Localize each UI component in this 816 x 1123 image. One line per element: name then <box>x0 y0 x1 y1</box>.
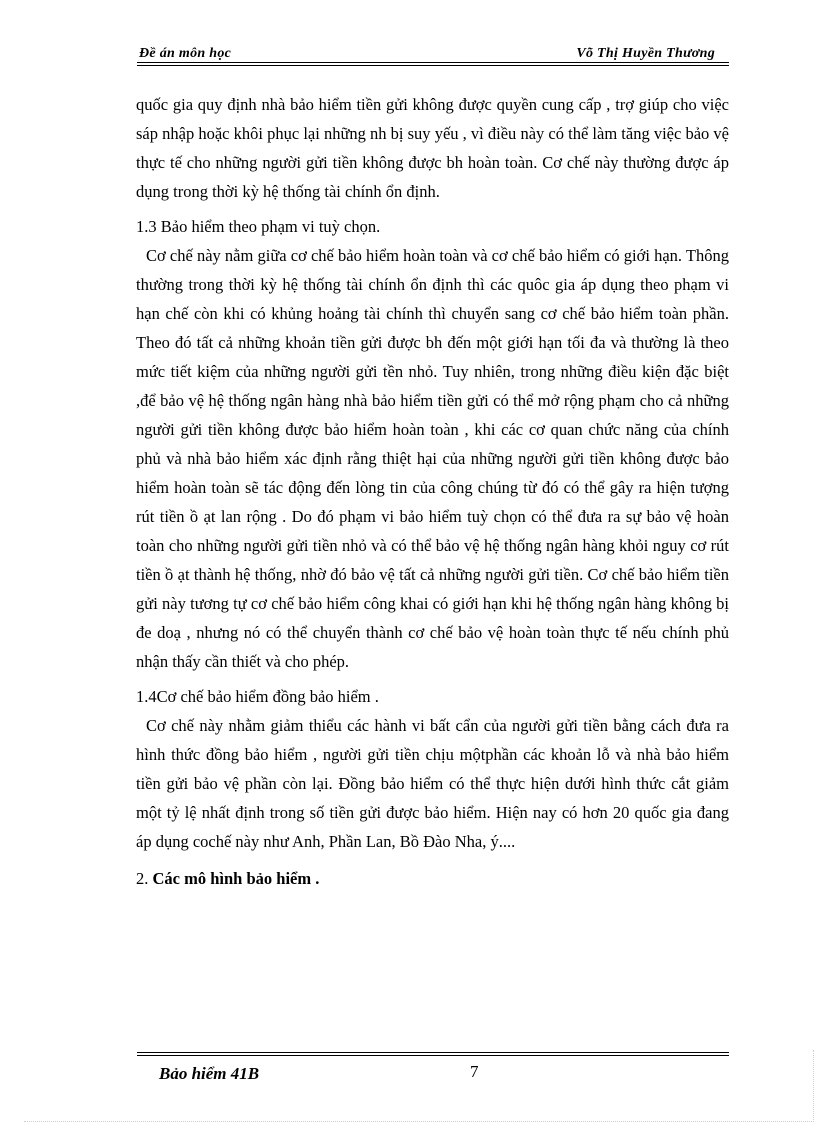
paragraph-scope-optional: Cơ chế này nằm giữa cơ chế bảo hiểm hoàn toàn và cơ chế bảo hiểm có giới hạn. Thông thường trong thời kỳ hệ thống tài chính ổn định thì các quôc gia áp dụng theo phạm vi hạn chế còn khi có khủng hoảng tài chính thì chuyển sang cơ chế bảo hiểm toàn phần. Theo đó tất cả những khoản tiền gửi được bh đến một giới hạn tối đa và thường là theo mức tiết kiệm của những người gửi tền nhỏ. Tuy nhiên, trong những điều kiện đặc biệt ,để bảo vệ hệ thống ngân hàng nhà bảo hiểm tiền gửi có thể mở rộng phạm cho cả những người gửi tiền không được bảo hiểm hoàn toàn , khi các cơ quan chức năng của chính phủ và nhà bảo hiểm xác định rằng thiệt hại của những người gửi tiền không được bảo hiểm hoàn toàn sẽ tác động đến lòng tin của công chúng từ đó có thể gây ra hiện tượng rút tiền ồ ạt lan rộng . Do đó phạm vi bảo hiểm tuỳ chọn có thể đưa ra sự bảo vệ hoàn toàn cho những người gửi tiền nhỏ và có thể bảo vệ hệ thống ngân hàng khỏi nguy cơ rút tiền ồ ạt thành hệ thống, nhờ đó bảo vệ tất cả những người gửi tiền. Cơ chế bảo hiểm tiền gửi này tương tự cơ chế bảo hiểm công khai có giới hạn khi hệ thống ngân hàng không bị đe doạ , nhưng nó có thể chuyển thành cơ chế bảo vệ hoàn toàn thực tế nếu chính phủ nhận thấy cần thiết và cho phép. <box>136 246 729 671</box>
page-edge-right <box>813 1050 814 1120</box>
header-rule-thin <box>137 65 729 66</box>
heading-2-number: 2. <box>136 869 149 888</box>
header-course-title: Đề án môn học <box>139 46 232 61</box>
section-heading-1-4: 1.4Cơ chế bảo hiểm đồng bảo hiểm . <box>136 687 379 706</box>
paragraph-continuation: quốc gia quy định nhà bảo hiểm tiền gửi không được quyền cung cấp , trợ giúp cho việc sáp nhập hoặc khôi phục lại những nh bị suy yếu , vì điều này có thể làm tăng việc bảo vệ thực tế cho những người gửi tiền không được bh hoàn toàn. Cơ chế này thường được áp dụng trong thời kỳ hệ thống tài chính ổn định. <box>136 95 729 201</box>
footer-rule-thin <box>137 1052 729 1053</box>
paragraph-coinsurance: Cơ chế này nhằm giảm thiểu các hành vi bất cẩn của người gửi tiền bằng cách đưa ra hình thức đồng bảo hiểm , người gửi tiền chịu mộtphần các khoản lỗ và nhà bảo hiểm tiền gửi bảo vệ phần còn lại. Đồng bảo hiểm có thể thực hiện dưới hình thức cắt giảm một tỷ lệ nhất định trong số tiền gửi được bảo hiểm. Hiện nay có hơn 20 quốc gia đang áp dụng cochế này như Anh, Phần Lan, Bồ Đào Nha, ý.... <box>136 716 729 851</box>
section-heading-1-3: 1.3 Bảo hiểm theo phạm vi tuỳ chọn. <box>136 217 381 236</box>
page-footer <box>137 1052 729 1092</box>
page-edge-bottom <box>24 1121 814 1122</box>
heading-2-title: Các mô hình bảo hiểm . <box>152 869 320 888</box>
footer-rule <box>137 1055 729 1056</box>
header-author-name: Võ Thị Huyền Thương <box>576 46 715 61</box>
page-header <box>137 46 729 66</box>
page-number: 7 <box>470 1062 479 1081</box>
section-heading-2 <box>136 864 729 893</box>
header-rule <box>137 62 729 63</box>
footer-class-name: Bảo hiểm 41B <box>159 1064 260 1083</box>
body-text <box>136 90 729 893</box>
